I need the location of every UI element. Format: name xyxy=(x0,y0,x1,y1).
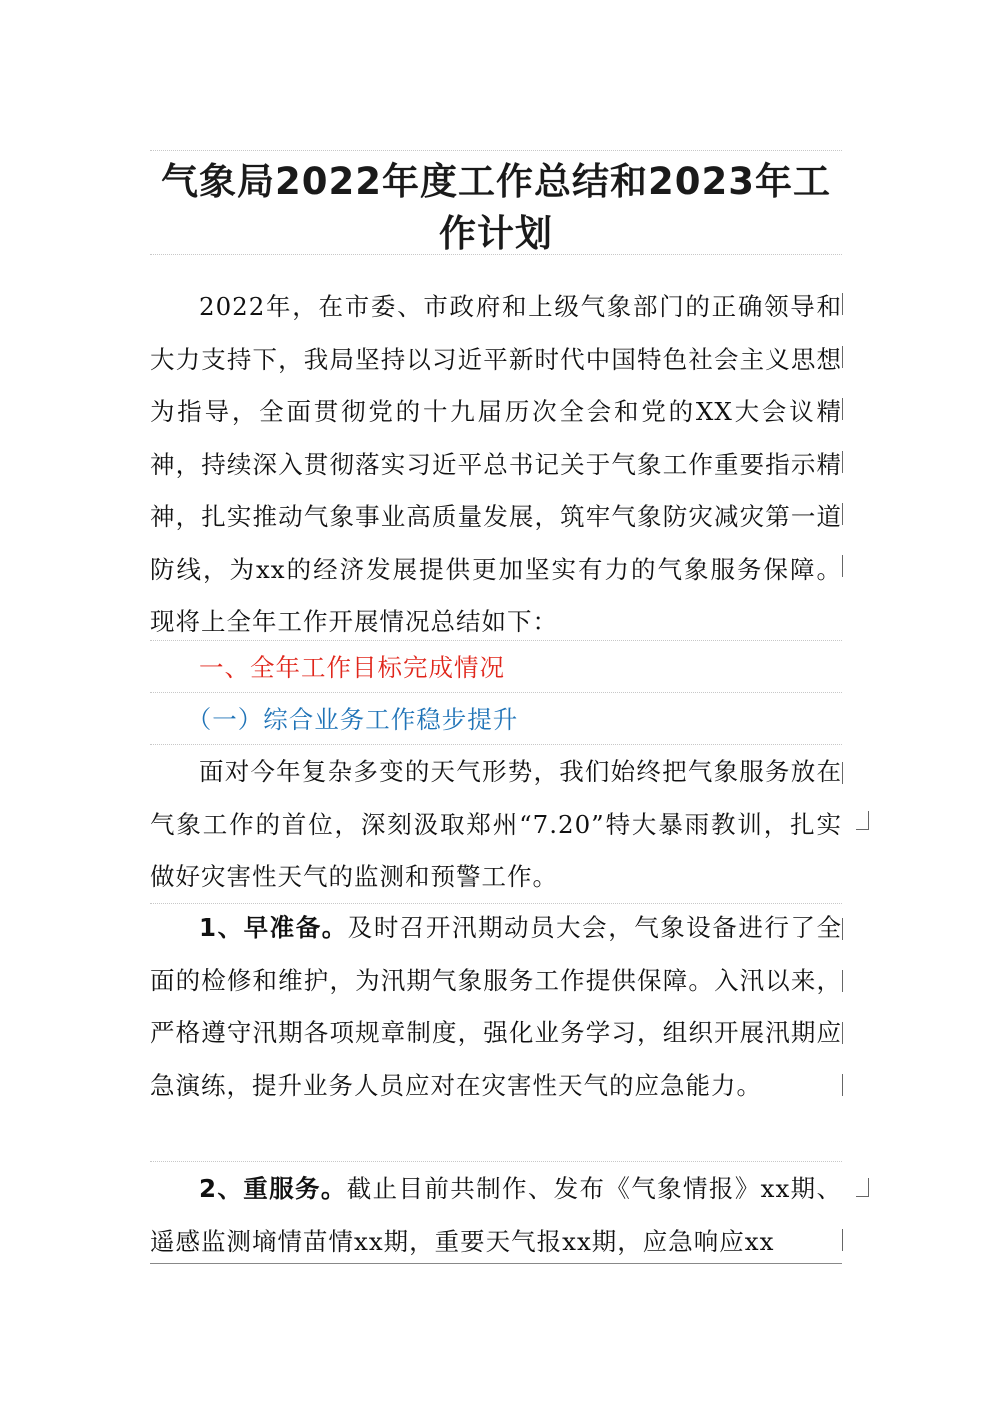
list-item-2 xyxy=(150,1163,842,1268)
margin-mark xyxy=(842,918,843,940)
margin-mark xyxy=(842,398,843,420)
divider xyxy=(150,692,842,693)
margin-corner-mark xyxy=(856,811,869,830)
list-item-lead: 2、重服务。 xyxy=(199,1174,347,1203)
margin-mark xyxy=(842,451,843,473)
divider xyxy=(150,1161,842,1162)
list-item-1 xyxy=(150,902,842,1112)
margin-mark xyxy=(842,346,843,368)
subsection-heading: （一）综合业务工作稳步提升 xyxy=(186,705,519,734)
margin-mark xyxy=(842,1074,843,1096)
list-item-lead: 1、早准备。 xyxy=(199,913,348,942)
margin-corner-mark xyxy=(856,1178,869,1197)
bottom-divider xyxy=(150,1263,842,1264)
margin-mark xyxy=(842,1022,843,1044)
list-item-text: 截止目前共制作、发布《气象情报》xx期、遥感监测墒情苗情xx期，重要天气报xx期，应急响应xx xyxy=(150,1174,842,1256)
divider xyxy=(150,744,842,745)
section-heading: 一、全年工作目标完成情况 xyxy=(199,653,505,682)
document-title: 气象局2022年度工作总结和2023年工作计划 xyxy=(161,160,831,255)
margin-mark xyxy=(842,555,843,577)
margin-mark xyxy=(842,970,843,992)
margin-mark xyxy=(842,503,843,525)
margin-mark xyxy=(842,1229,843,1251)
top-divider xyxy=(150,150,842,151)
intro-paragraph: 2022年，在市委、市政府和上级气象部门的正确领导和大力支持下，我局坚持以习近平新时代中国特色社会主义思想为指导，全面贯彻党的十九届历次全会和党的XX大会议精神，持续深入贯彻落实习近平总书记关于气象工作重要指示精神，扎实推动气象事业高质量发展，筑牢气象防灾减灾第一道防线，为xx的经济发展提供更加坚实有力的气象服务保障。现将上全年工作开展情况总结如下： xyxy=(150,292,842,636)
margin-mark xyxy=(842,762,843,784)
body-paragraph: 面对今年复杂多变的天气形势，我们始终把气象服务放在气象工作的首位，深刻汲取郑州“7.20”特大暴雨教训，扎实做好灾害性天气的监测和预警工作。 xyxy=(150,757,842,891)
list-item-text: 及时召开汛期动员大会，气象设备进行了全面的检修和维护，为汛期气象服务工作提供保障。入汛以来，严格遵守汛期各项规章制度，强化业务学习，组织开展汛期应急演练，提升业务人员应对在灾害性天气的应急能力。 xyxy=(150,913,843,1100)
margin-mark xyxy=(842,293,843,315)
divider xyxy=(150,640,842,641)
title-divider xyxy=(150,254,842,255)
